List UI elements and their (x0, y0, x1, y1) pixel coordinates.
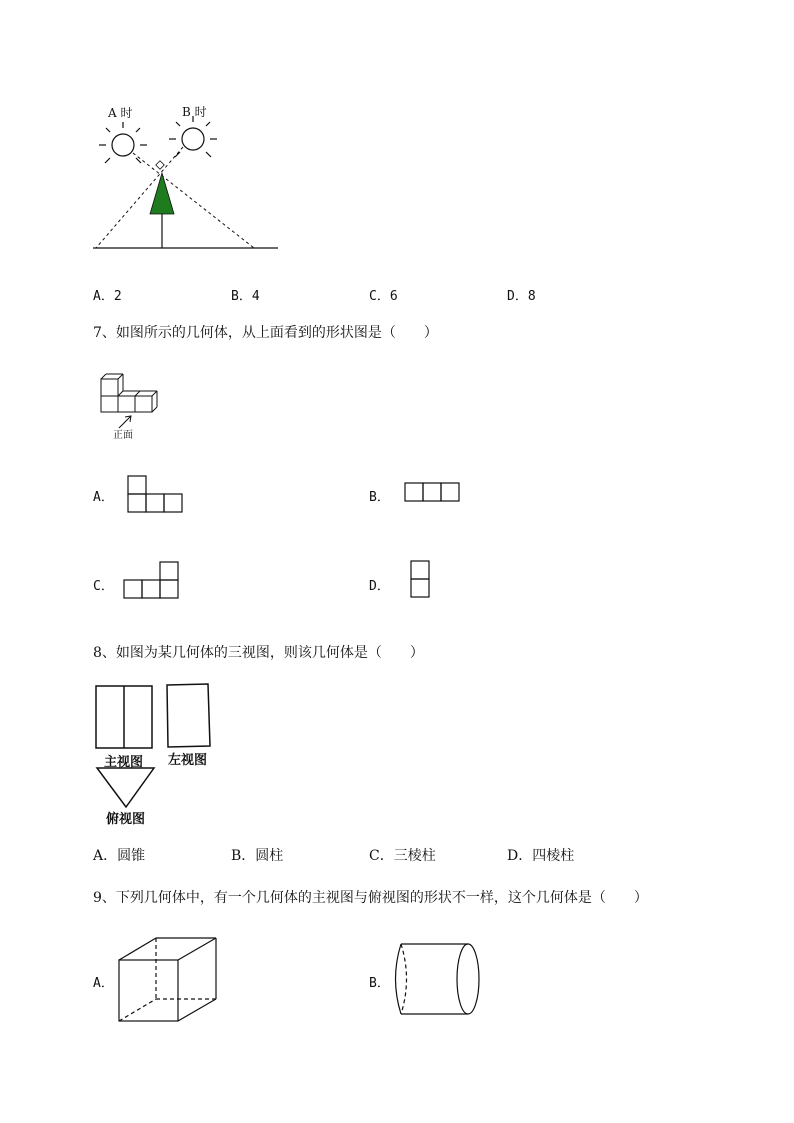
q7-option-b-figure[interactable] (400, 478, 480, 518)
q8-option-d[interactable]: D．四棱柱 (507, 848, 575, 864)
q7-option-a[interactable]: A． (93, 490, 114, 505)
sun-b-icon (169, 116, 217, 157)
q8-option-a[interactable]: A．圆锥 (93, 848, 146, 864)
q9-option-a-cube[interactable] (110, 932, 230, 1032)
q9-stem: 9、下列几何体中，有一个几何体的主视图与俯视图的形状不一样，这个几何体是（ ） (93, 890, 648, 906)
q6-option-a[interactable]: A．2 (93, 289, 122, 304)
q8-stem: 8、如图为某几何体的三视图，则该几何体是（ ） (93, 645, 424, 661)
q8-top-view-label: 俯视图 (106, 812, 146, 827)
q8-option-c[interactable]: C．三棱柱 (369, 848, 436, 864)
q6-option-c[interactable]: C．6 (369, 289, 398, 304)
q7-front-label: 正面 (113, 430, 133, 441)
tree-icon (150, 173, 174, 214)
q6-option-d[interactable]: D．8 (507, 289, 536, 304)
q7-option-a-figure[interactable] (120, 470, 200, 530)
sun-a-label: A 时 (108, 106, 133, 120)
q7-stem: 7、如图所示的几何体，从上面看到的形状图是（ ） (93, 325, 438, 341)
q9-option-b-cylinder[interactable] (385, 936, 495, 1026)
q7-option-c[interactable]: C． (93, 579, 114, 594)
q8-left-view-label: 左视图 (168, 753, 208, 768)
q7-option-d[interactable]: D． (369, 579, 390, 594)
sun-a-icon (99, 122, 147, 163)
q9-option-b[interactable]: B． (369, 976, 390, 991)
q6-option-b[interactable]: B．4 (231, 289, 260, 304)
sun-b-label: B 时 (182, 105, 207, 119)
q8-front-view-label: 主视图 (104, 755, 144, 770)
q7-option-d-figure[interactable] (405, 556, 445, 616)
q9-option-a[interactable]: A． (93, 976, 114, 991)
q7-option-b[interactable]: B． (369, 490, 390, 505)
q8-option-b[interactable]: B．圆柱 (231, 848, 284, 864)
sun-tree-diagram (0, 0, 794, 300)
q7-option-c-figure[interactable] (120, 558, 200, 618)
